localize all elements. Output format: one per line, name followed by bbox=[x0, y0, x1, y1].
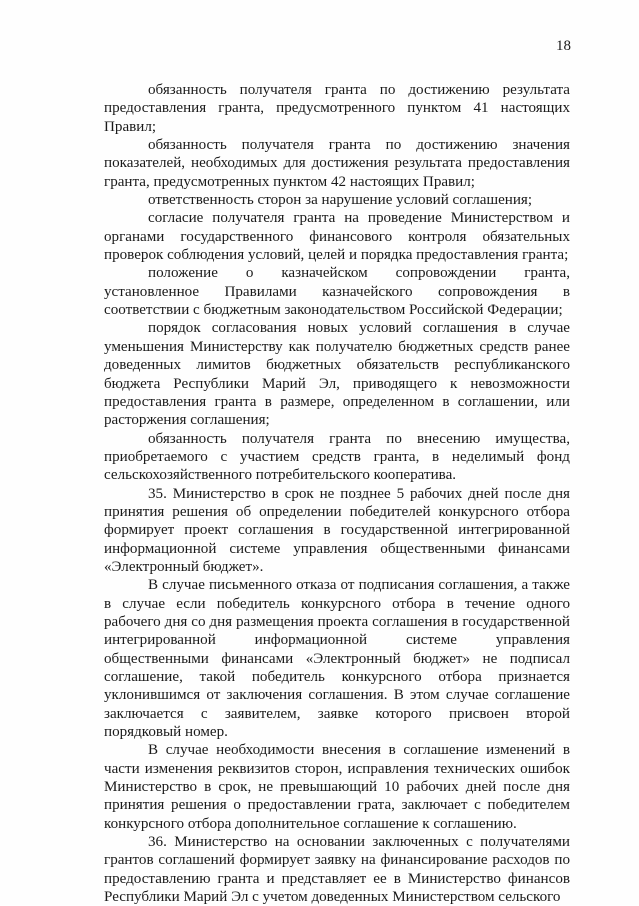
paragraph-audit-consent: согласие получателя гранта на проведение Министерством и органами государственного финансового контроля обязательных проверок соблюдения условий, целей и порядка предоставления гранта; bbox=[104, 210, 570, 264]
paragraph-clause-36: 36. Министерство на основании заключенных с получателями грантов соглашений формирует заявку на финансирование расходов по предоставлению гранта и представляет ее в Министерство финансов Республики Марий Эл с учетом доведенных Министерством сельского bbox=[104, 834, 570, 906]
paragraph-clause-35: 35. Министерство в срок не позднее 5 рабочих дней после дня принятия решения об определении победителей конкурсного отбора формирует проект соглашения в государственной интегрированной информационной системе управления общественными финансами «Электронный бюджет». bbox=[104, 485, 570, 575]
paragraph-new-conditions: порядок согласования новых условий соглашения в случае уменьшения Министерству как получателю бюджетных средств ранее доведенных лимитов бюджетных обязательств республиканского бюджета Республики Марий Эл, приводящего к невозможности предоставления гранта в размере, определенном в соглашении, или расторжения соглашения; bbox=[104, 320, 570, 429]
page-number: 18 bbox=[556, 38, 571, 54]
paragraph-treasury-support: положение о казначейском сопровождении гранта, установленное Правилами казначейского сопровождения в соответствии с бюджетным законодательством Российской Федерации; bbox=[104, 265, 570, 319]
document-body bbox=[104, 81, 570, 906]
paragraph-amendments: В случае необходимости внесения в соглашение изменений в части изменения реквизитов сторон, исправления технических ошибок Министерство в срок, не превышающий 10 рабочих дней после дня принятия решения о предоставлении грата, заключает с победителем конкурсного отбора дополнительное соглашение к соглашению. bbox=[104, 742, 570, 832]
paragraph-indicator-obligation: обязанность получателя гранта по достижению значения показателей, необходимых для достижения результата предоставления гранта, предусмотренных пунктом 42 настоящих Правил; bbox=[104, 137, 570, 190]
paragraph-grant-result-obligation: обязанность получателя гранта по достижению результата предоставления гранта, предусмотренного пунктом 41 настоящих Правил; bbox=[104, 82, 570, 135]
paragraph-liability: ответственность сторон за нарушение условий соглашения; bbox=[148, 192, 533, 209]
paragraph-property-contribution: обязанность получателя гранта по внесению имущества, приобретаемого с участием средств гранта, в неделимый фонд сельскохозяйственного потребительского кооператива. bbox=[104, 430, 570, 484]
paragraph-refusal: В случае письменного отказа от подписания соглашения, а также в случае если победитель конкурсного отбора в течение одного рабочего дня со дня размещения проекта соглашения в государственной интегрированной информационной системе управления общественными финансами «Электронный бюджет» не подписал соглашение, такой победитель конкурсного отбора признается уклонившимся от заключения соглашения. В этом случае соглашение заключается с заявителем, заявке которого присвоен второй порядковый номер. bbox=[104, 577, 570, 741]
